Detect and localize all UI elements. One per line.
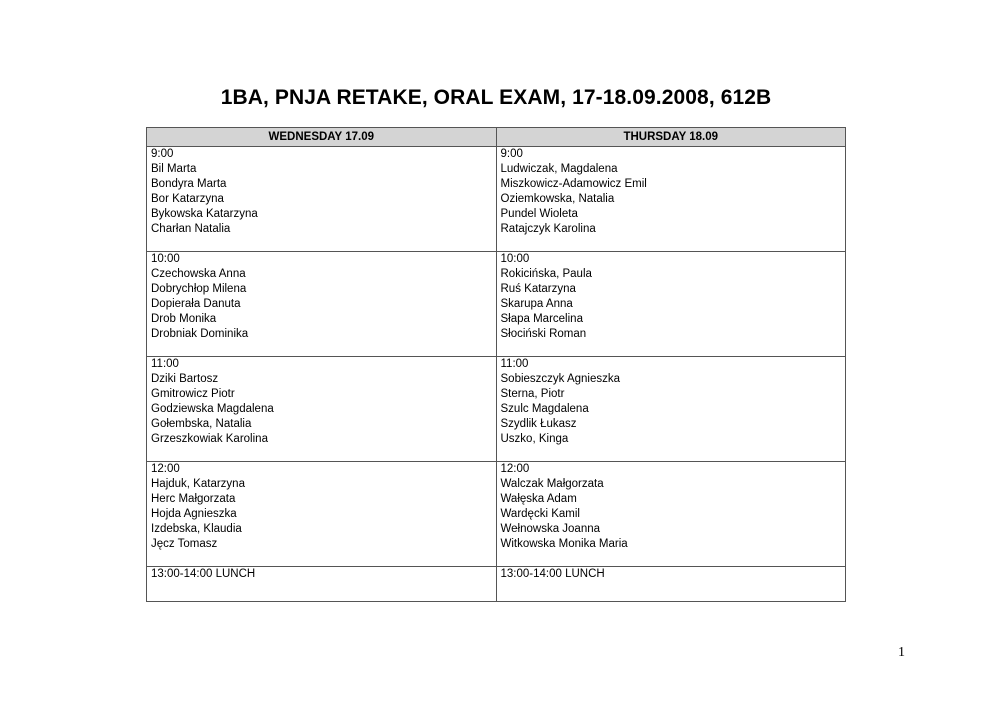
student-name: Skarupa Anna: [500, 298, 573, 310]
student-name: Hajduk, Katarzyna: [151, 478, 245, 490]
student-name: Uszko, Kinga: [500, 433, 569, 445]
student-name: Szulc Magdalena: [500, 403, 589, 415]
wednesday-slot-cell: [147, 147, 497, 252]
student-name: Oziemkowska, Natalia: [500, 193, 615, 205]
student-name: Hojda Agnieszka: [151, 508, 237, 520]
student-name: Bykowska Katarzyna: [151, 208, 258, 220]
student-name: Sobieszczyk Agnieszka: [500, 373, 621, 385]
lunch-label: 13:00-14:00 LUNCH: [151, 568, 256, 580]
thursday-slot-cell: [496, 147, 846, 252]
slot-time: 10:00: [151, 253, 180, 265]
student-name: Słapa Marcelina: [500, 313, 583, 325]
thursday-slot-cell: [496, 462, 846, 567]
student-name: Wardęcki Kamil: [500, 508, 580, 520]
schedule-table: [146, 127, 846, 602]
thursday-lunch-cell: [496, 567, 846, 602]
table-row: [147, 147, 846, 252]
lunch-label: 13:00-14:00 LUNCH: [500, 568, 605, 580]
student-name: Herc Małgorzata: [151, 493, 236, 505]
table-row: [147, 462, 846, 567]
student-name: Grzeszkowiak Karolina: [151, 433, 268, 445]
student-name: Walczak Małgorzata: [500, 478, 604, 490]
student-name: Izdebska, Klaudia: [151, 523, 242, 535]
student-name: Drobniak Dominika: [151, 328, 249, 340]
student-name: Gołembska, Natalia: [151, 418, 252, 430]
wednesday-slot-cell: [147, 252, 497, 357]
student-name: Wałęska Adam: [500, 493, 577, 505]
column-header-thursday: THURSDAY 18.09: [496, 128, 846, 147]
page-number: 1: [898, 645, 905, 660]
student-name: Godziewska Magdalena: [151, 403, 274, 415]
thursday-slot-cell: [496, 357, 846, 462]
student-name: Drob Monika: [151, 313, 217, 325]
student-name: Dobrychłop Milena: [151, 283, 247, 295]
student-name: Wełnowska Joanna: [500, 523, 601, 535]
page-title: 1BA, PNJA RETAKE, ORAL EXAM, 17-18.09.2008, 612B: [220, 86, 772, 109]
lunch-row: [147, 567, 846, 602]
student-name: Szydlik Łukasz: [500, 418, 577, 430]
student-name: Charłan Natalia: [151, 223, 231, 235]
wednesday-slot-cell: [147, 462, 497, 567]
student-name: Rokicińska, Paula: [500, 268, 592, 280]
student-name: Miszkowicz-Adamowicz Emil: [500, 178, 647, 190]
student-name: Gmitrowicz Piotr: [151, 388, 235, 400]
student-name: Ludwiczak, Magdalena: [500, 163, 618, 175]
student-name: Jęcz Tomasz: [151, 538, 218, 550]
student-name: Sterna, Piotr: [500, 388, 565, 400]
wednesday-slot-cell: [147, 357, 497, 462]
student-name: Czechowska Anna: [151, 268, 246, 280]
slot-time: 9:00: [151, 148, 174, 160]
header-row: [147, 128, 846, 147]
student-name: Pundel Wioleta: [500, 208, 578, 220]
student-name: Bil Marta: [151, 163, 197, 175]
student-name: Słociński Roman: [500, 328, 587, 340]
student-name: Bondyra Marta: [151, 178, 227, 190]
student-name: Dziki Bartosz: [151, 373, 219, 385]
student-name: Bor Katarzyna: [151, 193, 224, 205]
thursday-slot-cell: [496, 252, 846, 357]
slot-time: 11:00: [500, 358, 529, 370]
table-row: [147, 357, 846, 462]
student-name: Dopierała Danuta: [151, 298, 241, 310]
slot-time: 10:00: [500, 253, 530, 265]
slot-time: 9:00: [500, 148, 523, 160]
table-row: [147, 252, 846, 357]
slot-time: 12:00: [500, 463, 530, 475]
slot-time: 11:00: [151, 358, 179, 370]
student-name: Ruś Katarzyna: [500, 283, 576, 295]
slot-time: 12:00: [151, 463, 180, 475]
student-name: Ratajczyk Karolina: [500, 223, 596, 235]
student-name: Witkowska Monika Maria: [500, 538, 628, 550]
wednesday-lunch-cell: [147, 567, 497, 602]
column-header-wednesday: WEDNESDAY 17.09: [147, 128, 497, 147]
